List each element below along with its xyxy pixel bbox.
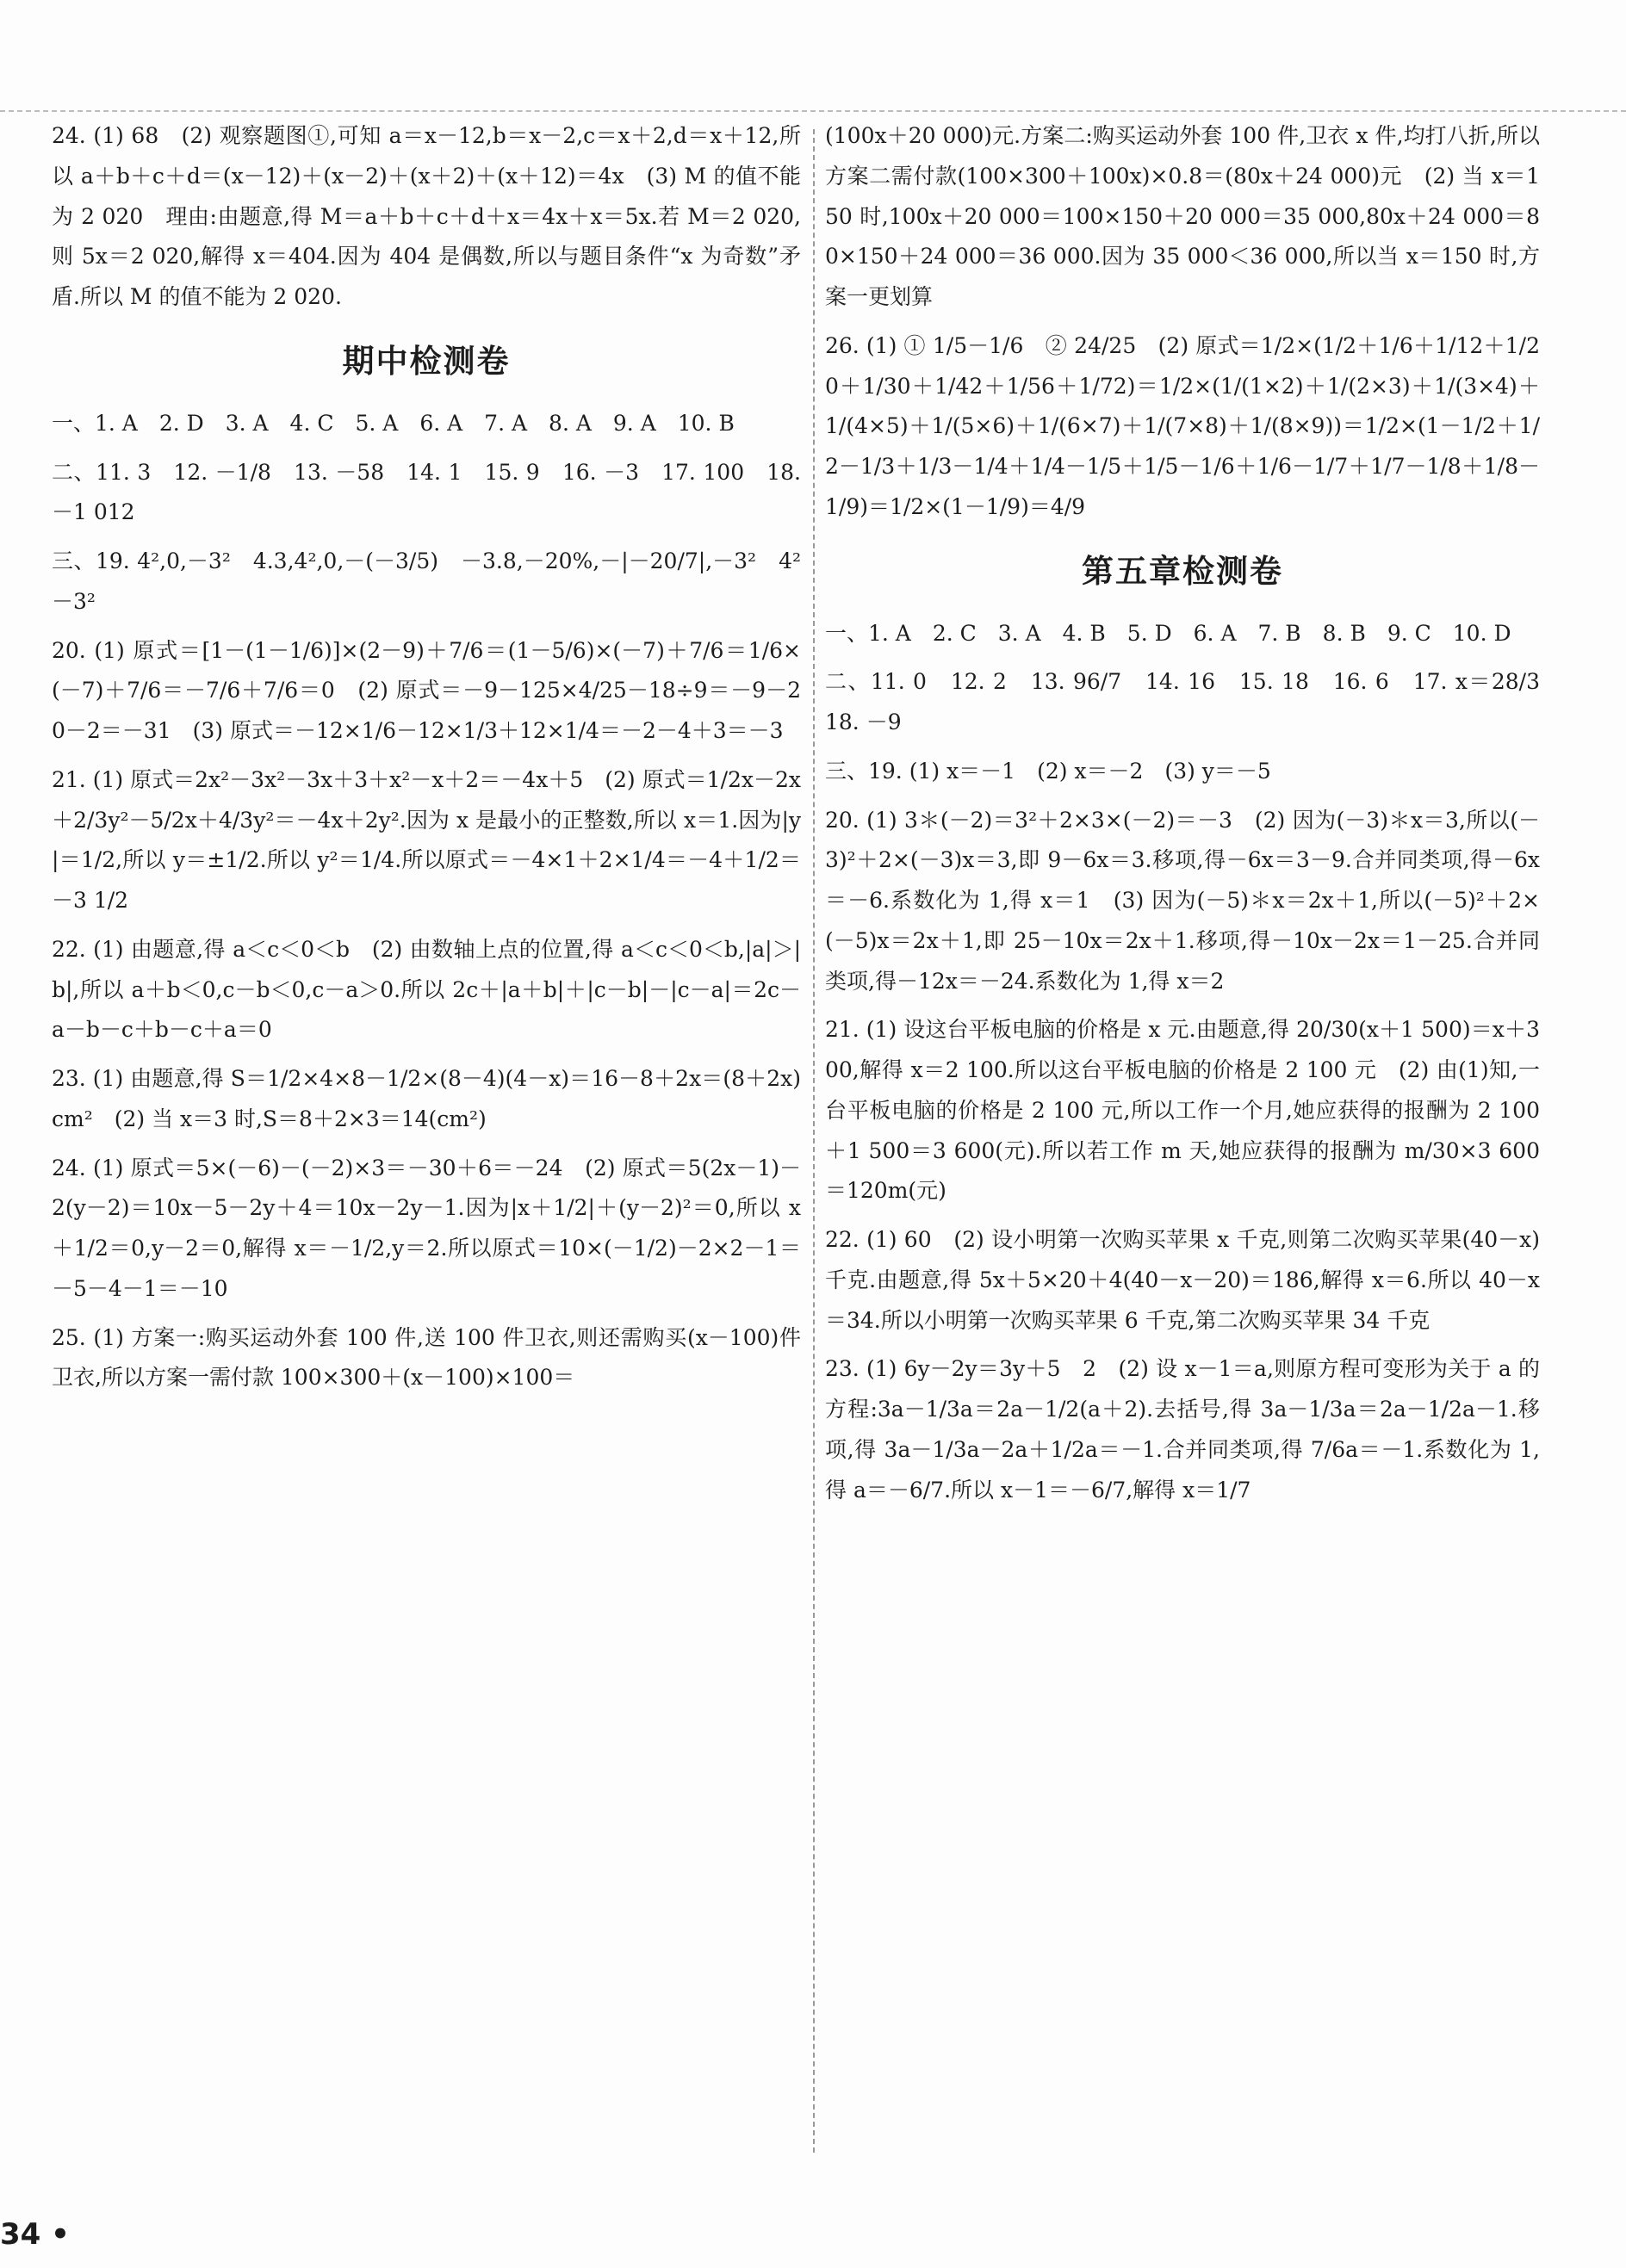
fill-answers: 二、11. 3 12. －1/8 13. －58 14. 1 15. 9 16. －3 17. 100 18. －1 012 <box>52 459 801 525</box>
answer-19: 三、19. 4²,0,－3² 4.3,4²,0,－(－3/5) －3.8,－20%,－|－20/7|,－3² 4² －3² <box>52 548 823 614</box>
answer-25: 25. (1) 方案一:购买运动外套 100 件,送 100 件卫衣,则还需购买(x－100)件卫衣,所以方案一需付款 100×300＋(x－100)×100＝ <box>52 1324 801 1391</box>
ch5-fill-answers: 二、11. 0 12. 2 13. 96/7 14. 16 15. 18 16. 6 17. x＝28/3 18. －9 <box>825 669 1562 734</box>
answer-24-prev: 24. (1) 68 (2) 观察题图①,可知 a＝x－12,b＝x－2,c＝x＋2,d＝x＋12,所以 a＋b＋c＋d＝(x－12)＋(x－2)＋(x＋2)＋(x＋12)＝4x (3) M 的值不能为 2 020 理由:由题意,得 M＝a＋b＋c＋d＋x＝4x＋x＝5x.若 M＝2 020,则 5x＝2 020,解得 x＝404.因为 404 是偶数,所以与题目条件“x 为奇数”矛盾.所以 M 的值不能为 2 020. <box>52 123 801 309</box>
answer-26: 26. (1) ① 1/5－1/6 ② 24/25 (2) 原式＝1/2×(1/2＋1/6＋1/12＋1/20＋1/30＋1/42＋1/56＋1/72)＝1/2×(1/(1×2)＋1/(2×3)＋1/(3×4)＋1/(4×5)＋1/(5×6)＋1/(6×7)＋1/(7×8)＋1/(8×9))＝1/2×(1－1/2＋1/2－1/3＋1/3－1/4＋1/4－1/5＋1/5－1/6＋1/6－1/7＋1/7－1/8＋1/8－1/9)＝1/2×(1－1/9)＝4/9 <box>825 332 1540 519</box>
choice-answers: 一、1. A 2. D 3. A 4. C 5. A 6. A 7. A 8. A 9. A 10. B <box>52 410 735 436</box>
ch5-answer-19: 三、19. (1) x＝－1 (2) x＝－2 (3) y＝－5 <box>825 758 1271 784</box>
ch5-answer-20: 20. (1) 3＊(－2)＝3²＋2×3×(－2)＝－3 (2) 因为(－3)＊x＝3,所以(－3)²＋2×(－3)x＝3,即 9－6x＝3.移项,得－6x＝3－9.合并同类项,得－6x＝－6.系数化为 1,得 x＝1 (3) 因为(－5)＊x＝2x＋1,所以(－5)²＋2×(－5)x＝2x＋1,即 25－10x＝2x＋1.移项,得－10x－2x＝1－25.合并同类项,得－12x＝－24.系数化为 1,得 x＝2 <box>825 807 1540 994</box>
answer-22: 22. (1) 由题意,得 a＜c＜0＜b (2) 由数轴上点的位置,得 a＜c＜0＜b,|a|＞|b|,所以 a＋b＜0,c－b＜0,c－a＞0.所以 2c＋|a＋b|＋|c－b|－|c－a|＝2c－a－b－c＋b－c＋a＝0 <box>52 936 801 1043</box>
answer-21: 21. (1) 原式＝2x²－3x²－3x＋3＋x²－x＋2＝－4x＋5 (2) 原式＝1/2x－2x＋2/3y²－5/2x＋4/3y²＝－4x＋2y².因为 x 是最小的正整数,所以 x＝1.因为|y|＝1/2,所以 y＝±1/2.所以 y²＝1/4.所以原式＝－4×1＋2×1/4＝－4＋1/2＝－3 1/2 <box>52 766 801 913</box>
answer-25-cont: (100x＋20 000)元.方案二:购买运动外套 100 件,卫衣 x 件,均打八折,所以方案二需付款(100×300＋100x)×0.8＝(80x＋24 000)元 (2) 当 x＝150 时,100x＋20 000＝100×150＋20 000＝35 000,80x＋24 000＝80×150＋24 000＝36 000.因为 35 000＜36 000,所以当 x＝150 时,方案一更划算 <box>825 123 1540 309</box>
left-column <box>52 116 823 1407</box>
column-divider <box>813 129 815 2153</box>
answer-24: 24. (1) 原式＝5×(－6)－(－2)×3＝－30＋6＝－24 (2) 原式＝5(2x－1)－2(y－2)＝10x－5－2y＋4＝10x－2y－1.因为|x＋1/2|＋(y－2)²＝0,所以 x＋1/2＝0,y－2＝0,解得 x＝－1/2,y＝2.所以原式＝10×(－1/2)－2×2－1＝－5－4－1＝－10 <box>52 1155 801 1301</box>
ch5-answer-23: 23. (1) 6y－2y＝3y＋5 2 (2) 设 x－1＝a,则原方程可变形为关于 a 的方程:3a－1/3a＝2a－1/2(a＋2).去括号,得 3a－1/3a＝2a－1/2a－1.移项,得 3a－1/3a－2a＋1/2a＝－1.合并同类项,得 7/6a＝－1.系数化为 1,得 a＝－6/7.所以 x－1＝－6/7,解得 x＝1/7 <box>825 1356 1540 1503</box>
answer-23: 23. (1) 由题意,得 S＝1/2×4×8－1/2×(8－4)(4－x)＝16－8＋2x＝(8＋2x)cm² (2) 当 x＝3 时,S＝8＋2×3＝14(cm²) <box>52 1066 801 1131</box>
right-column <box>825 116 1562 1519</box>
answer-20: 20. (1) 原式＝[1－(1－1/6)]×(2－9)＋7/6＝(1－5/6)×(－7)＋7/6＝1/6×(－7)＋7/6＝－7/6＋7/6＝0 (2) 原式＝－9－125×4/25－18÷9＝－9－20－2＝－31 (3) 原式＝－12×1/6－12×1/3＋12×1/4＝－2－4＋3＝－3 <box>52 637 801 743</box>
top-scan-border <box>0 0 1626 112</box>
midterm-heading: 期中检测卷 <box>342 342 511 380</box>
ch5-choice-answers: 一、1. A 2. C 3. A 4. B 5. D 6. A 7. B 8. B 9. C 10. D <box>825 620 1511 646</box>
ch5-answer-22: 22. (1) 60 (2) 设小明第一次购买苹果 x 千克,则第二次购买苹果(40－x)千克.由题意,得 5x＋5×20＋4(40－x－20)＝186,解得 x＝6.所以 40－x＝34.所以小明第一次购买苹果 6 千克,第二次购买苹果 34 千克 <box>825 1227 1540 1333</box>
ch5-answer-21: 21. (1) 设这台平板电脑的价格是 x 元.由题意,得 20/30(x＋1 500)＝x＋300,解得 x＝2 100.所以这台平板电脑的价格是 2 100 元 (2) 由(1)知,一台平板电脑的价格是 2 100 元,所以工作一个月,她应获得的报酬为 2 100＋1 500＝3 600(元).所以若工作 m 天,她应获得的报酬为 m/30×3 600＝120m(元) <box>825 1017 1540 1204</box>
chapter5-heading: 第五章检测卷 <box>1082 552 1283 590</box>
page-number: 34 • <box>0 2217 70 2252</box>
